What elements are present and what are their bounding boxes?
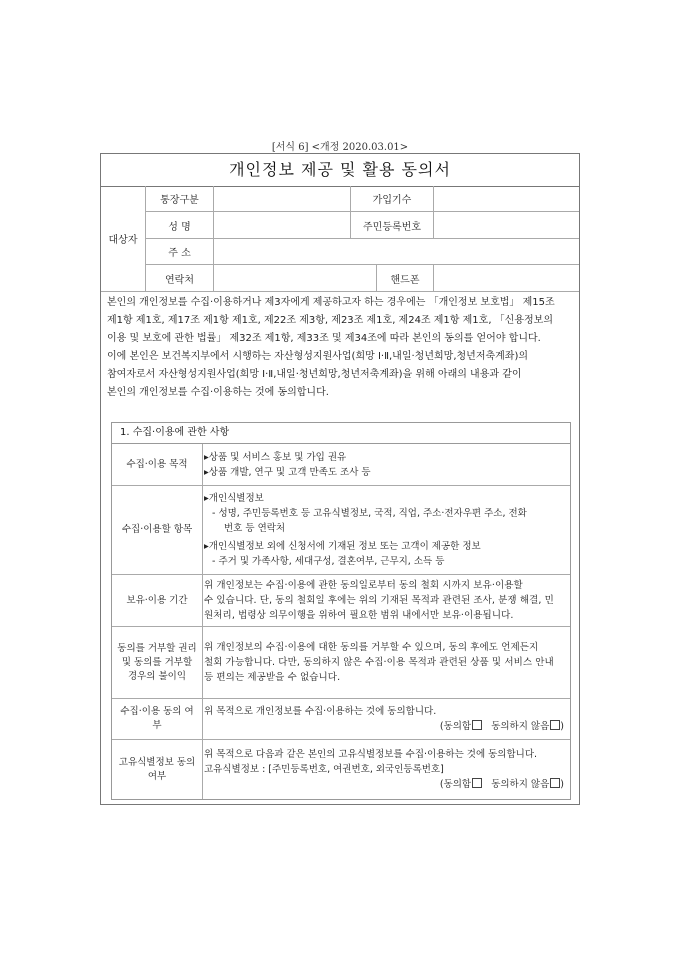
account-type-field[interactable] — [214, 186, 351, 212]
agree-label: (동의함 — [439, 779, 472, 790]
agree-checkbox[interactable] — [472, 720, 482, 730]
items-label: 수집·이용할 항목 — [112, 486, 203, 574]
consent-use-row — [112, 699, 570, 740]
period-field[interactable] — [434, 186, 579, 212]
close-paren: ) — [560, 779, 564, 790]
items-line: ▸개인식별정보 외에 신청서에 기재된 정보 또는 고객이 제공한 정보 — [204, 541, 481, 552]
section-heading: 1. 수집·이용에 관한 사항 — [112, 423, 570, 444]
items-row — [112, 486, 570, 575]
consent-use-content — [204, 699, 566, 739]
mobile-label: 핸드폰 — [377, 265, 434, 292]
consent-use-statement: 위 목적으로 개인정보를 수집·이용하는 것에 동의합니다. — [204, 706, 437, 717]
agree-checkbox[interactable] — [472, 778, 482, 788]
intro-line: 참여자로서 자산형성지원사업(희망 Ⅰ·Ⅱ,내일·청년희망,청년저축계좌)을 위해 아래의 내용과 같이 — [107, 369, 522, 380]
close-paren: ) — [560, 721, 564, 732]
retention-line: 수 있습니다. 단, 동의 철회일 후에는 위의 기재된 목적과 관련된 조사, 분쟁 해결, 민 — [204, 595, 554, 606]
consent-use-choices — [204, 719, 566, 734]
refusal-content — [204, 627, 566, 698]
address-field[interactable] — [214, 239, 579, 265]
consent-unique-choices — [204, 777, 566, 792]
name-field[interactable] — [214, 212, 351, 239]
purpose-row — [112, 444, 570, 486]
disagree-checkbox[interactable] — [550, 720, 560, 730]
consent-use-label: 수집·이용 동의 여부 — [112, 699, 203, 739]
consent-form — [100, 153, 580, 805]
retention-row — [112, 575, 570, 627]
retention-line: 원처리, 법령상 의무이행을 위하여 필요한 범위 내에서만 보유·이용됩니다. — [204, 610, 514, 621]
period-label: 가입기수 — [351, 186, 434, 212]
consent-unique-row — [112, 740, 570, 799]
agree-label: (동의함 — [439, 721, 472, 732]
items-line: - 주거 및 가족사항, 세대구성, 결혼여부, 근무지, 소득 등 — [212, 556, 445, 567]
purpose-line: ▸상품 및 서비스 홍보 및 가입 권유 — [204, 451, 347, 463]
items-line: - 성명, 주민등록번호 등 고유식별정보, 국적, 직업, 주소·전자우편 주소, 전화 — [212, 508, 527, 519]
purpose-label: 수집·이용 목적 — [112, 444, 203, 485]
disagree-checkbox[interactable] — [550, 778, 560, 788]
retention-line: 위 개인정보는 수집·이용에 관한 동의일로부터 동의 철회 시까지 보유·이용할 — [204, 580, 523, 591]
intro-line: 본인의 개인정보를 수집·이용하는 것에 동의합니다. — [107, 387, 329, 398]
contact-field[interactable] — [214, 265, 377, 292]
items-line: ▸개인식별정보 — [204, 493, 264, 504]
disagree-label: 동의하지 않음 — [491, 721, 550, 732]
collection-section — [111, 422, 571, 800]
intro-line: 본인의 개인정보를 수집·이용하거나 제3자에게 제공하고자 하는 경우에는 「개인정보 보호법」 제15조 — [107, 297, 555, 308]
refusal-line: 철회 가능합니다. 다만, 동의하지 않은 수집·이용 목적과 관련된 상품 및 서비스 안내 — [204, 657, 554, 668]
form-title: 개인정보 제공 및 활용 동의서 — [101, 154, 579, 187]
contact-label: 연락처 — [146, 265, 214, 292]
address-label: 주 소 — [146, 239, 214, 265]
intro-line: 이에 본인은 보건복지부에서 시행하는 자산형성지원사업(희망 Ⅰ·Ⅱ,내일·청년희망,청년저축계좌)의 — [107, 351, 529, 362]
rrn-label: 주민등록번호 — [351, 212, 434, 239]
intro-paragraph — [107, 294, 573, 402]
retention-content — [204, 575, 566, 626]
items-content — [204, 486, 566, 574]
disagree-label: 동의하지 않음 — [491, 779, 550, 790]
applicant-table — [101, 186, 579, 292]
purpose-content — [204, 444, 566, 485]
applicant-group-label: 대상자 — [101, 186, 146, 292]
refusal-line: 위 개인정보의 수집·이용에 대한 동의를 거부할 수 있으며, 동의 후에도 언제든지 — [204, 642, 539, 653]
consent-unique-content — [204, 740, 566, 799]
form-code: [서식 6] <개정 2020.03.01> — [271, 142, 409, 153]
refusal-label: 동의를 거부할 권리 및 동의를 거부할 경우의 불이익 — [112, 627, 203, 698]
items-line: 번호 등 연락처 — [224, 523, 286, 534]
consent-unique-detail: 고유식별정보 : [주민등록번호, 여권번호, 외국인등록번호] — [204, 764, 444, 775]
account-type-label: 통장구분 — [146, 186, 214, 212]
intro-line: 제1항 제1호, 제17조 제1항 제1호, 제22조 제3항, 제23조 제1호, 제24조 제1항 제1호, 「신용정보의 — [107, 315, 553, 326]
consent-unique-label: 고유식별정보 동의여부 — [112, 740, 203, 799]
refusal-line: 등 편의는 제공받을 수 없습니다. — [204, 672, 341, 683]
consent-unique-statement: 위 목적으로 다음과 같은 본인의 고유식별정보를 수집·이용하는 것에 동의합니다. — [204, 749, 538, 760]
name-label: 성 명 — [146, 212, 214, 239]
intro-line: 이용 및 보호에 관한 법률」 제32조 제1항, 제33조 및 제34조에 따라 본인의 동의를 얻어야 합니다. — [107, 333, 541, 344]
purpose-line: ▸상품 개발, 연구 및 고객 만족도 조사 등 — [204, 466, 371, 478]
refusal-row — [112, 627, 570, 699]
rrn-field[interactable] — [434, 212, 579, 239]
mobile-field[interactable] — [434, 265, 579, 292]
retention-label: 보유·이용 기간 — [112, 575, 203, 626]
